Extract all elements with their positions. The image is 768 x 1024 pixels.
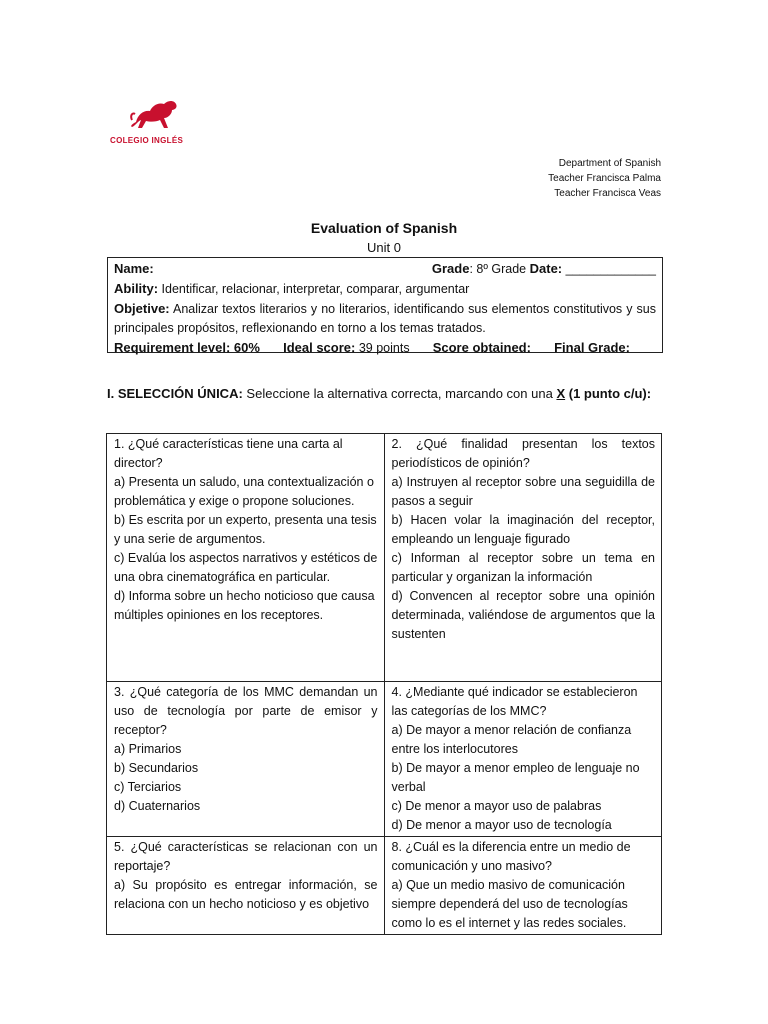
teacher-1: Teacher Francisca Palma: [548, 173, 661, 184]
score-obtained-label: Score obtained:: [432, 340, 531, 355]
unit-label: Unit 0: [367, 240, 401, 255]
grade-label: Grade: [431, 261, 470, 276]
question-4: [384, 682, 662, 837]
option-a[interactable]: a) Que un medio masivo de comunicación siempre dependerá del uso de tecnologías como lo es el internet y las redes sociales.: [391, 878, 628, 930]
question-text: 8. ¿Cuál es la diferencia entre un medio de comunicación y uno masivo?: [391, 840, 631, 873]
final-grade-label: Final Grade:: [554, 340, 630, 355]
table-row: [107, 837, 662, 935]
section-title: I. SELECCIÓN ÚNICA:: [107, 386, 243, 401]
option-a[interactable]: a) Su propósito es entregar información, se relaciona con un hecho noticioso y es objetivo: [114, 878, 378, 911]
question-text: 4. ¿Mediante qué indicador se establecieron las categorías de los MMC?: [391, 685, 638, 718]
option-b[interactable]: b) Secundarios: [114, 761, 199, 775]
question-text: 3. ¿Qué categoría de los MMC demandan un uso de tecnología por parte de emisor y receptor?: [114, 685, 378, 737]
section-instruction: Seleccione la alternativa correcta, marcando con una: [246, 386, 553, 401]
question-text: 1. ¿Qué características tiene una carta al director?: [114, 437, 343, 470]
grade-value: : 8º Grade: [469, 262, 527, 276]
student-info-box: [107, 257, 663, 353]
option-b[interactable]: b) De mayor a menor empleo de lenguaje no verbal: [391, 761, 640, 794]
question-8: [384, 837, 662, 935]
table-row: [107, 434, 662, 682]
option-b[interactable]: b) Hacen volar la imaginación del receptor, empleando un lenguaje figurado: [391, 513, 655, 546]
question-2: [384, 434, 662, 682]
option-c[interactable]: c) Terciarios: [114, 780, 182, 794]
option-a[interactable]: a) Instruyen al receptor sobre una seguidilla de pasos a seguir: [391, 475, 655, 508]
teacher-2: Teacher Francisca Veas: [554, 188, 661, 199]
section-heading: [107, 384, 661, 403]
option-d[interactable]: d) De menor a mayor uso de tecnología: [391, 818, 612, 832]
question-3: [107, 682, 385, 837]
name-grade-row: [114, 259, 656, 279]
points-note: (1 punto c/u):: [568, 386, 652, 401]
option-d[interactable]: d) Convencen al receptor sobre una opinión determinada, valiéndose de argumentos que la sustenten: [391, 589, 655, 641]
questions-table: [106, 433, 662, 935]
option-a[interactable]: a) Primarios: [114, 742, 182, 756]
objective-label: Objetive:: [114, 301, 170, 316]
table-row: [107, 682, 662, 837]
requirement-level: Requirement level: 60%: [114, 340, 260, 355]
page-title: Evaluation of Spanish: [310, 220, 458, 236]
ability-row: [114, 279, 656, 299]
department-name: Department of Spanish: [558, 158, 661, 169]
score-row: [114, 338, 656, 358]
question-5: [107, 837, 385, 935]
question-1: [107, 434, 385, 682]
option-c[interactable]: c) De menor a mayor uso de palabras: [391, 799, 602, 813]
ideal-score-label: Ideal score:: [283, 340, 356, 355]
date-label: Date:: [529, 261, 563, 276]
ideal-score-value: 39 points: [358, 341, 410, 355]
school-logo: [108, 94, 204, 154]
ability-label: Ability:: [114, 281, 159, 296]
option-c[interactable]: c) Informan al receptor sobre un tema en particular y organizan la información: [391, 551, 655, 584]
objective-value: Analizar textos literarios y no literarios, identificando sus elementos constitutivos y sus principales propósitos, reflexionando en torno a los temas tratados.: [114, 302, 656, 335]
department-block: [548, 156, 661, 201]
option-d[interactable]: d) Cuaternarios: [114, 799, 201, 813]
option-a[interactable]: a) Presenta un saludo, una contextualización o problemática y exige o propone soluciones.: [114, 475, 374, 508]
objective-row: [114, 299, 656, 338]
school-name: COLEGIO INGLÉS: [110, 136, 184, 145]
option-b[interactable]: b) Es escrita por un experto, presenta una tesis y una serie de argumentos.: [114, 513, 377, 546]
lion-icon: [128, 94, 182, 134]
question-text: 2. ¿Qué finalidad presentan los textos periodísticos de opinión?: [391, 437, 655, 470]
date-blank: _____________: [565, 262, 656, 276]
question-text: 5. ¿Qué características se relacionan con un reportaje?: [114, 840, 378, 873]
option-c[interactable]: c) Evalúa los aspectos narrativos y estéticos de una obra cinematográfica en particular.: [114, 551, 378, 584]
option-d[interactable]: d) Informa sobre un hecho noticioso que causa múltiples opiniones en los receptores.: [114, 589, 375, 622]
mark-symbol: X: [556, 386, 566, 401]
ability-value: Identificar, relacionar, interpretar, comparar, argumentar: [161, 282, 470, 296]
option-a[interactable]: a) De mayor a menor relación de confianza entre los interlocutores: [391, 723, 632, 756]
name-label: Name:: [114, 261, 154, 276]
